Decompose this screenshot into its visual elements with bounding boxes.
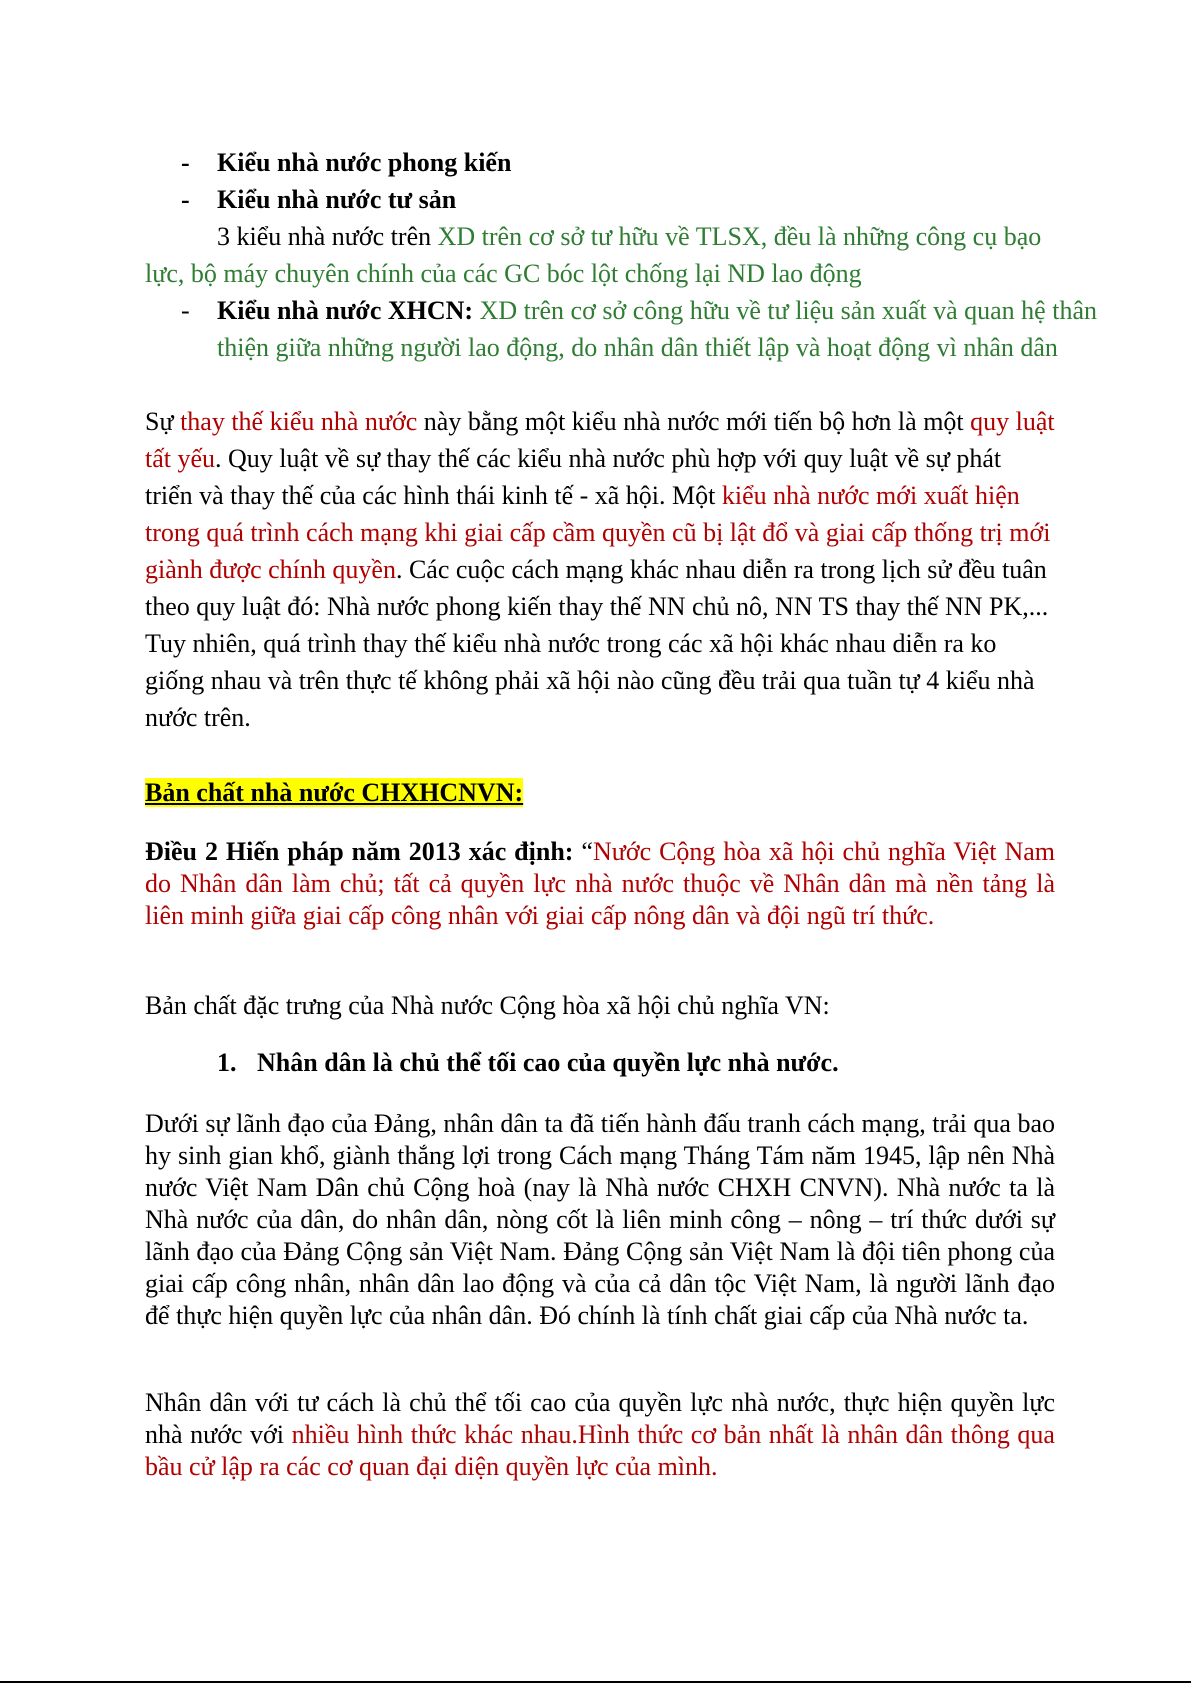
paragraph-text: Sự [145,407,181,436]
bullet-dash: - [181,296,190,325]
paragraph-red-text: nhiều hình thức khác nhau.Hình thức cơ bản nhất là nhân dân thông qua bầu cử lập ra các cơ quan đại diện quyền lực của mình. [145,1420,1055,1481]
intro-text: Bản chất đặc trưng của Nhà nước Cộng hòa xã hội chủ nghĩa VN: [145,991,830,1020]
paragraph-text: 3 kiểu nhà nước trên [217,222,438,251]
paragraph-text: này bằng một kiểu nhà nước mới tiến bộ hơn là một [417,407,971,436]
paragraph-text: Dưới sự lãnh đạo của Đảng, nhân dân ta đã tiến hành đấu tranh cách mạng, trải qua bao hy sinh gian khổ, giành thắng lợi trong Cách mạng Tháng Tám năm 1945, lập nên Nhà nước Việt Nam Dân chủ Cộng hoà (nay là Nhà nước CHXH CNVN). Nhà nước ta là Nhà nước của dân, do nhân dân, nòng cốt là liên minh công – nông – trí thức dưới sự lãnh đạo của Đảng Cộng sản Việt Nam. Đảng Cộng sản Việt Nam là đội tiên phong của giai cấp công nhân, nhân dân lao động và của cả dân tộc Việt Nam, là người lãnh đạo để thực hiện quyền lực của nhân dân. Đó chính là tính chất giai cấp của Nhà nước ta. [145,1109,1055,1330]
paragraph-supreme-subject [145,1387,1055,1483]
bullet-title: Kiểu nhà nước XHCN: [217,296,474,325]
section-heading [145,774,1055,811]
article-label: Điều 2 Hiến pháp năm 2013 xác định: [145,837,574,866]
bullet-title: Kiểu nhà nước phong kiến [217,148,512,177]
bullet-feudal [145,144,1127,181]
article-quote: Nước Cộng hòa xã hội chủ nghĩa Việt Nam do Nhân dân làm chủ; tất cả quyền lực nhà nước thuộc về Nhân dân mà nền tảng là liên minh giữa giai cấp công nhân với giai cấp nông dân và đội ngũ trí thức. [145,837,1055,930]
paragraph-article-2 [145,836,1055,932]
paragraph-text: . Quy luật về sự thay thế các kiểu nhà nước phù hợp với quy luật về sự phát triển và thay thế của các hình thái kinh tế - xã hội. Một [145,444,1002,510]
paragraph-red-text: quy luật tất yếu [145,407,1055,473]
bullet-green-text: XD trên cơ sở công hữu về tư liệu sản xuất và quan hệ thân thiện giữa những người lao động, do nhân dân thiết lập và hoạt động vì nhân dân [217,296,1097,362]
paragraph-replacement [145,403,1055,736]
bullet-dash: - [181,148,190,177]
numbered-item-1 [145,1044,1167,1081]
paragraph-green-text: XD trên cơ sở tư hữu về TLSX, đều là những công cụ bạo lực, bộ máy chuyên chính của các GC bóc lột chống lại ND lao động [145,222,1042,288]
paragraph-text: Nhân dân với tư cách là chủ thể tối cao của quyền lực nhà nước, thực hiện quyền lực nhà nước với [145,1388,1055,1449]
page-bottom-rule [0,1681,1191,1683]
bullet-dash: - [181,185,190,214]
paragraph-red-text: kiểu nhà nước mới xuất hiện trong quá trình cách mạng khi giai cấp cầm quyền cũ bị lật đổ và giai cấp thống trị mới giành được chính quyền [145,481,1051,584]
paragraph-intro [145,987,1055,1024]
bullet-socialist [145,292,1127,366]
paragraph-red-text: thay thế kiểu nhà nước [180,407,418,436]
item-text: Nhân dân là chủ thể tối cao của quyền lực nhà nước. [257,1048,839,1077]
paragraph-leadership [145,1108,1055,1332]
paragraph-three-types [145,218,1055,292]
paragraph-text: . Các cuộc cách mạng khác nhau diễn ra trong lịch sử đều tuân theo quy luật đó: Nhà nước phong kiến thay thế NN chủ nô, NN TS thay thế NN PK,... Tuy nhiên, quá trình thay thế kiểu nhà nước trong các xã hội khác nhau diễn ra ko giống nhau và trên thực tế không phải xã hội nào cũng đều trải qua tuần tự 4 kiểu nhà nước trên. [145,555,1049,732]
item-number: 1. [217,1048,237,1077]
heading-text: Bản chất nhà nước CHXHCNVN: [145,778,524,807]
bullet-title: Kiểu nhà nước tư sản [217,185,457,214]
quote-open: “ [573,837,593,866]
bullet-bourgeois [145,181,1127,218]
